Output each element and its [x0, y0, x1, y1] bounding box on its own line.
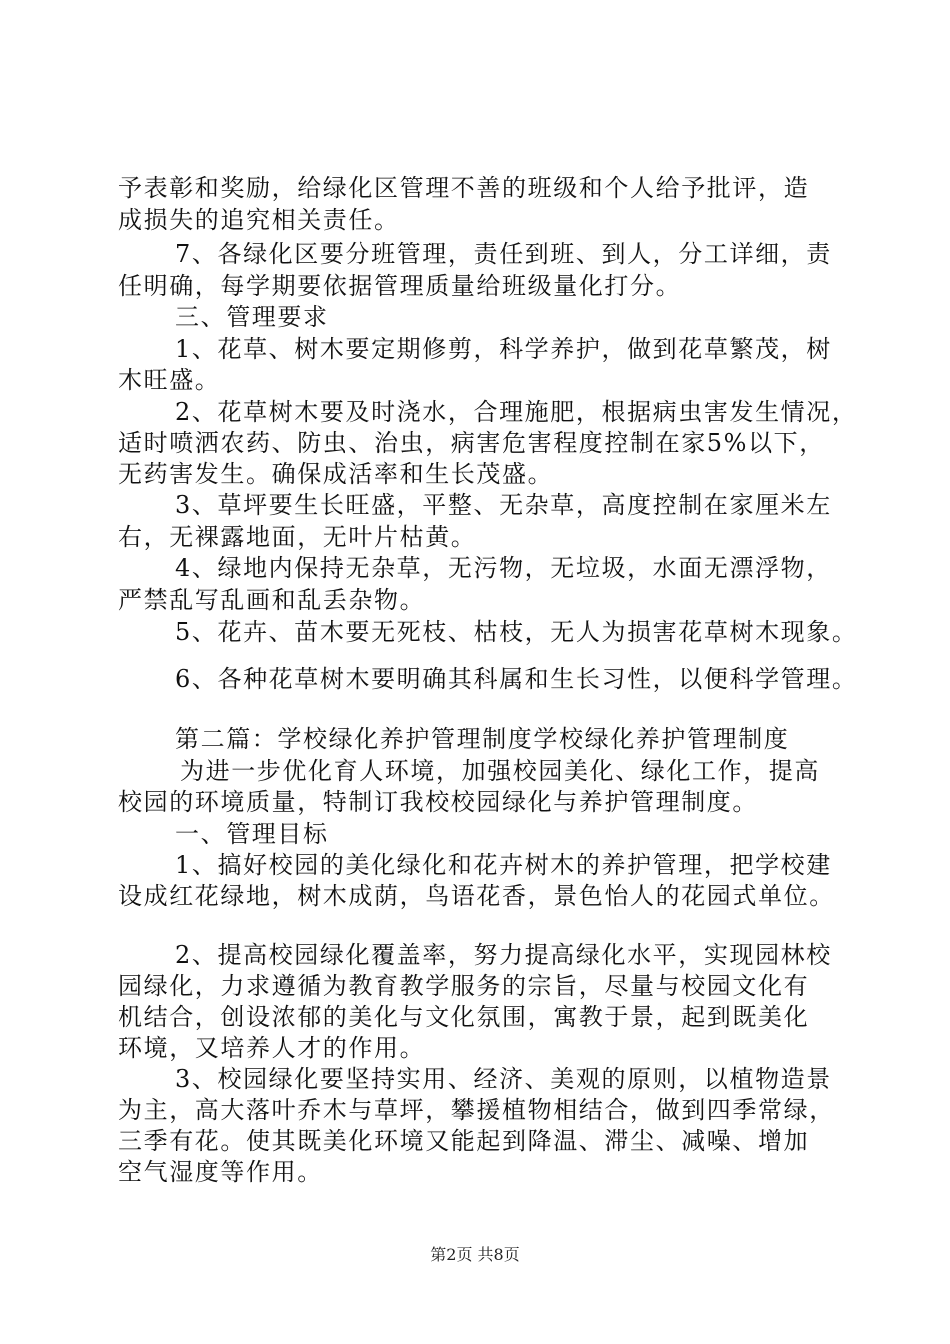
text-line: 右，无裸露地面，无叶片枯黄。 [118, 523, 477, 551]
text-line: 严禁乱写乱画和乱丢杂物。 [118, 586, 426, 614]
text-line: 3、校园绿化要坚持实用、经济、美观的原则，以植物造景 [175, 1065, 832, 1093]
text-line: 4、绿地内保持无杂草，无污物，无垃圾，水面无漂浮物， [175, 554, 832, 582]
text-line: 1、搞好校园的美化绿化和花卉树木的养护管理，把学校建 [175, 851, 832, 879]
section-heading: 三、管理要求 [175, 303, 329, 331]
text-line: 为主，高大落叶乔木与草坪，攀援植物相结合，做到四季常绿， [118, 1096, 835, 1124]
text-line: 6、各种花草树木要明确其科属和生长习性，以便科学管理。 [175, 665, 858, 693]
text-line: 任明确，每学期要依据管理质量给班级量化打分。 [118, 272, 682, 300]
text-line: 5、花卉、苗木要无死枝、枯枝，无人为损害花草树木现象。 [175, 618, 858, 646]
page-number: 第2页 共8页 [430, 1245, 520, 1264]
text-line: 1、花草、树木要定期修剪，科学养护，做到花草繁茂，树 [175, 335, 832, 363]
text-line: 予表彰和奖励，给绿化区管理不善的班级和个人给予批评，造 [118, 174, 810, 202]
section-heading: 一、管理目标 [175, 820, 329, 848]
text-line: 空气湿度等作用。 [118, 1158, 323, 1186]
text-line: 三季有花。使其既美化环境又能起到降温、滞尘、减噪、增加 [118, 1127, 810, 1155]
text-line: 环境，又培养人才的作用。 [118, 1034, 426, 1062]
section-title: 第二篇：学校绿化养护管理制度学校绿化养护管理制度 [175, 725, 790, 753]
text-line: 设成红花绿地，树木成荫，鸟语花香，景色怡人的花园式单位。 [118, 882, 835, 910]
text-line: 7、各绿化区要分班管理，责任到班、到人，分工详细，责 [175, 240, 832, 268]
text-line: 成损失的追究相关责任。 [118, 206, 400, 234]
text-line: 2、花草树木要及时浇水，合理施肥，根据病虫害发生情况， [175, 398, 858, 426]
text-line: 2、提高校园绿化覆盖率，努力提高绿化水平，实现园林校 [175, 941, 832, 969]
text-line: 木旺盛。 [118, 366, 221, 394]
text-line: 校园的环境质量，特制订我校校园绿化与养护管理制度。 [118, 788, 758, 816]
text-line: 园绿化，力求遵循为教育教学服务的宗旨，尽量与校园文化有 [118, 972, 810, 1000]
text-line: 适时喷洒农药、防虫、治虫，病害危害程度控制在家5%以下， [118, 429, 825, 457]
text-line: 机结合，创设浓郁的美化与文化氛围，寓教于景，起到既美化 [118, 1003, 810, 1031]
text-line: 3、草坪要生长旺盛，平整、无杂草，高度控制在家厘米左 [175, 491, 832, 519]
text-line: 无药害发生。确保成活率和生长茂盛。 [118, 460, 554, 488]
text-line: 为进一步优化育人环境，加强校园美化、绿化工作，提高 [180, 757, 820, 785]
